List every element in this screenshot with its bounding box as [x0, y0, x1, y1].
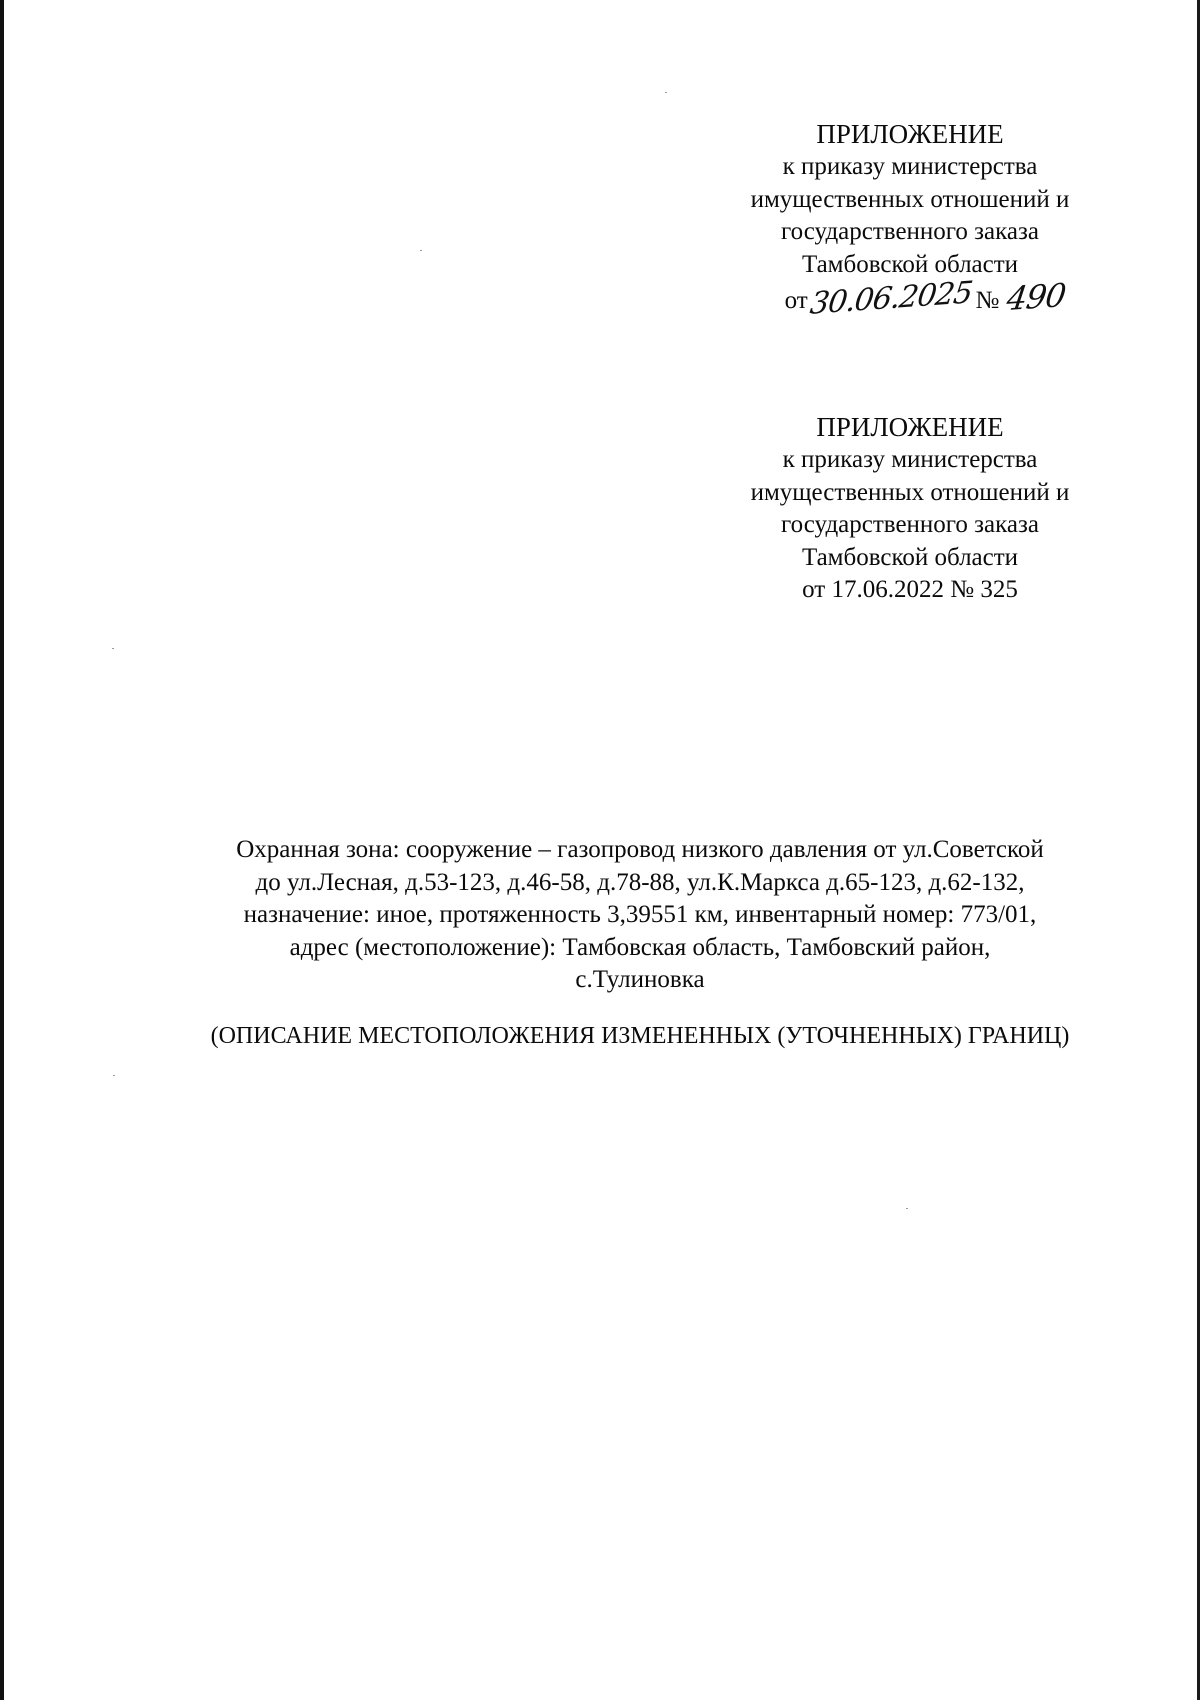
handwritten-number: 490 [1004, 275, 1069, 319]
annex-line: государственного заказа [781, 218, 1039, 245]
section-caption: (ОПИСАНИЕ МЕСТОПОЛОЖЕНИЯ ИЗМЕНЕННЫХ (УТОЧНЕННЫХ) ГРАНИЦ) [210, 1023, 1070, 1049]
annex-line: к приказу министерства [782, 446, 1038, 473]
description-line: до ул.Лесная, д.53-123, д.46-58, д.78-88, ул.К.Маркса д.65-123, д.62-132, [255, 868, 1025, 896]
annex-line: Тамбовской области [801, 250, 1019, 278]
annex-line: Тамбовской области [801, 543, 1019, 571]
description-line: адрес (местоположение): Тамбовская область, Тамбовский район, [289, 933, 991, 961]
annex-header-old [700, 410, 1120, 607]
annex-line: имущественных отношений и [750, 185, 1070, 213]
scan-speck [420, 250, 422, 251]
number-sign: № [975, 287, 1000, 314]
date-prefix: от [784, 287, 808, 314]
scan-speck [113, 1075, 115, 1076]
annex-title: ПРИЛОЖЕНИЕ [816, 119, 1004, 149]
description-line: назначение: иное, протяженность 3,39551 км, инвентарный номер: 773/01, [243, 901, 1037, 928]
annex-title: ПРИЛОЖЕНИЕ [816, 412, 1004, 442]
annex-line: государственного заказа [781, 511, 1039, 538]
annex-date-line: от 17.06.2022 № 325 [802, 576, 1018, 603]
annex-line: имущественных отношений и [750, 478, 1070, 506]
scan-speck [665, 92, 667, 93]
annex-line: к приказу министерства [782, 153, 1038, 180]
protection-zone-description [160, 834, 1120, 997]
scan-speck [906, 1208, 908, 1209]
handwritten-date: 30.06.2025 [807, 275, 974, 322]
scan-speck [112, 648, 114, 649]
annex-date-line [700, 275, 1120, 322]
scan-edge-left [0, 0, 4, 1700]
description-line: Охранная зона: сооружение – газопровод низкого давления от ул.Советской [236, 836, 1044, 863]
description-line: с.Тулиновка [575, 966, 705, 993]
annex-header-new [700, 117, 1120, 322]
